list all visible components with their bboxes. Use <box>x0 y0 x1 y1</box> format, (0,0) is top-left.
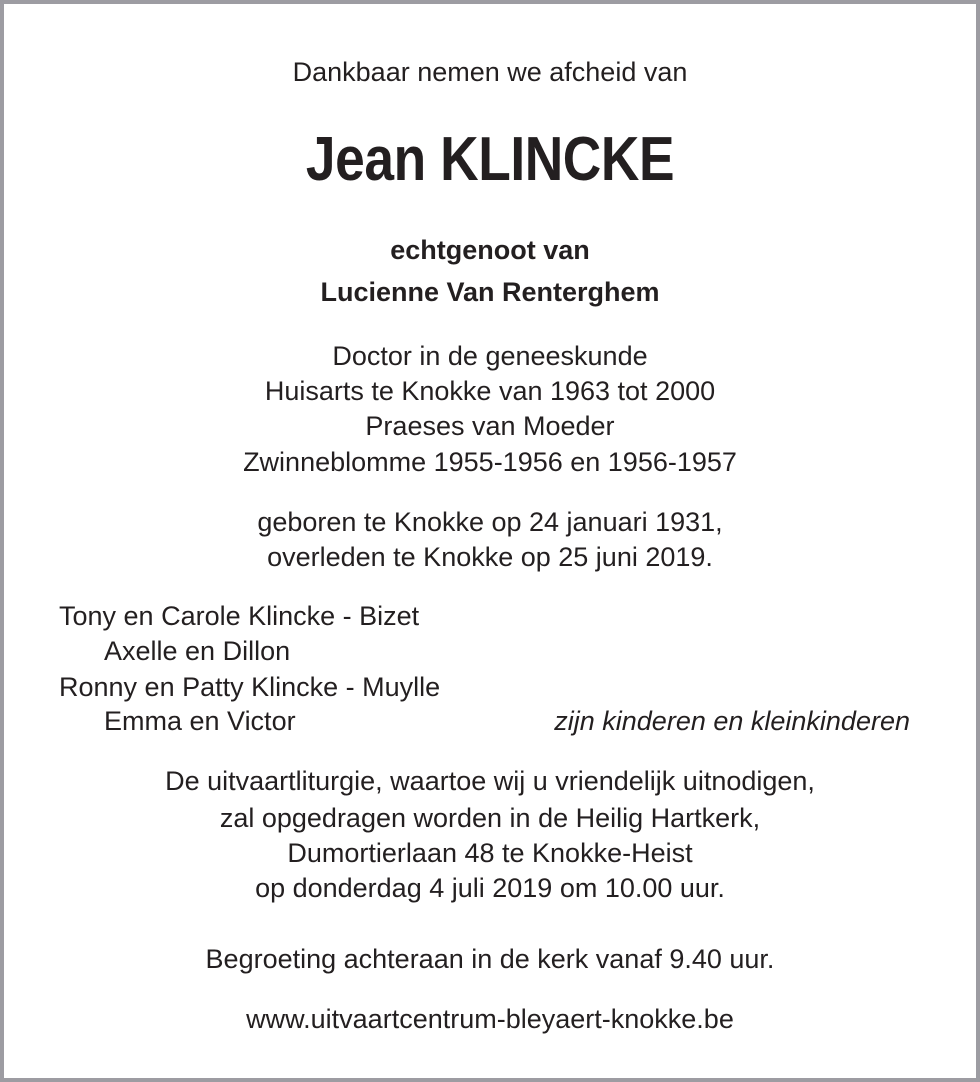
death-date: overleden te Knokke op 25 juni 2019. <box>267 542 713 572</box>
funeral-line: Dumortierlaan 48 te Knokke-Heist <box>287 838 693 868</box>
funeral-line: De uitvaartliturgie, waartoe wij u vriendelijk uitnodigen, <box>165 766 815 796</box>
greeting-text: Begroeting achteraan in de kerk vanaf 9.40 uur. <box>205 944 775 974</box>
family-member: Axelle en Dillon <box>104 636 291 666</box>
funeral-line: zal opgedragen worden in de Heilig Hartkerk, <box>219 803 761 833</box>
spouse-label: echtgenoot van <box>390 235 590 265</box>
family-member: Tony en Carole Klincke - Bizet <box>59 601 420 631</box>
title-line: Zwinneblomme 1955-1956 en 1956-1957 <box>243 447 737 477</box>
family-caption: zijn kinderen en kleinkinderen <box>554 706 910 736</box>
title-line: Doctor in de geneeskunde <box>332 341 648 371</box>
intro-text: Dankbaar nemen we afcheid van <box>292 57 688 87</box>
obituary-card <box>4 4 976 1078</box>
family-member: Emma en Victor <box>104 706 296 736</box>
website-link[interactable]: www.uitvaartcentrum-bleyaert-knokke.be <box>246 1004 734 1034</box>
spouse-name: Lucienne Van Renterghem <box>320 277 660 307</box>
birth-date: geboren te Knokke op 24 januari 1931, <box>257 507 723 537</box>
family-member: Ronny en Patty Klincke - Muylle <box>59 672 441 702</box>
funeral-line: op donderdag 4 juli 2019 om 10.00 uur. <box>255 873 725 903</box>
deceased-name: Jean KLINCKE <box>305 125 675 194</box>
title-line: Praeses van Moeder <box>365 411 615 441</box>
title-line: Huisarts te Knokke van 1963 tot 2000 <box>264 376 716 406</box>
